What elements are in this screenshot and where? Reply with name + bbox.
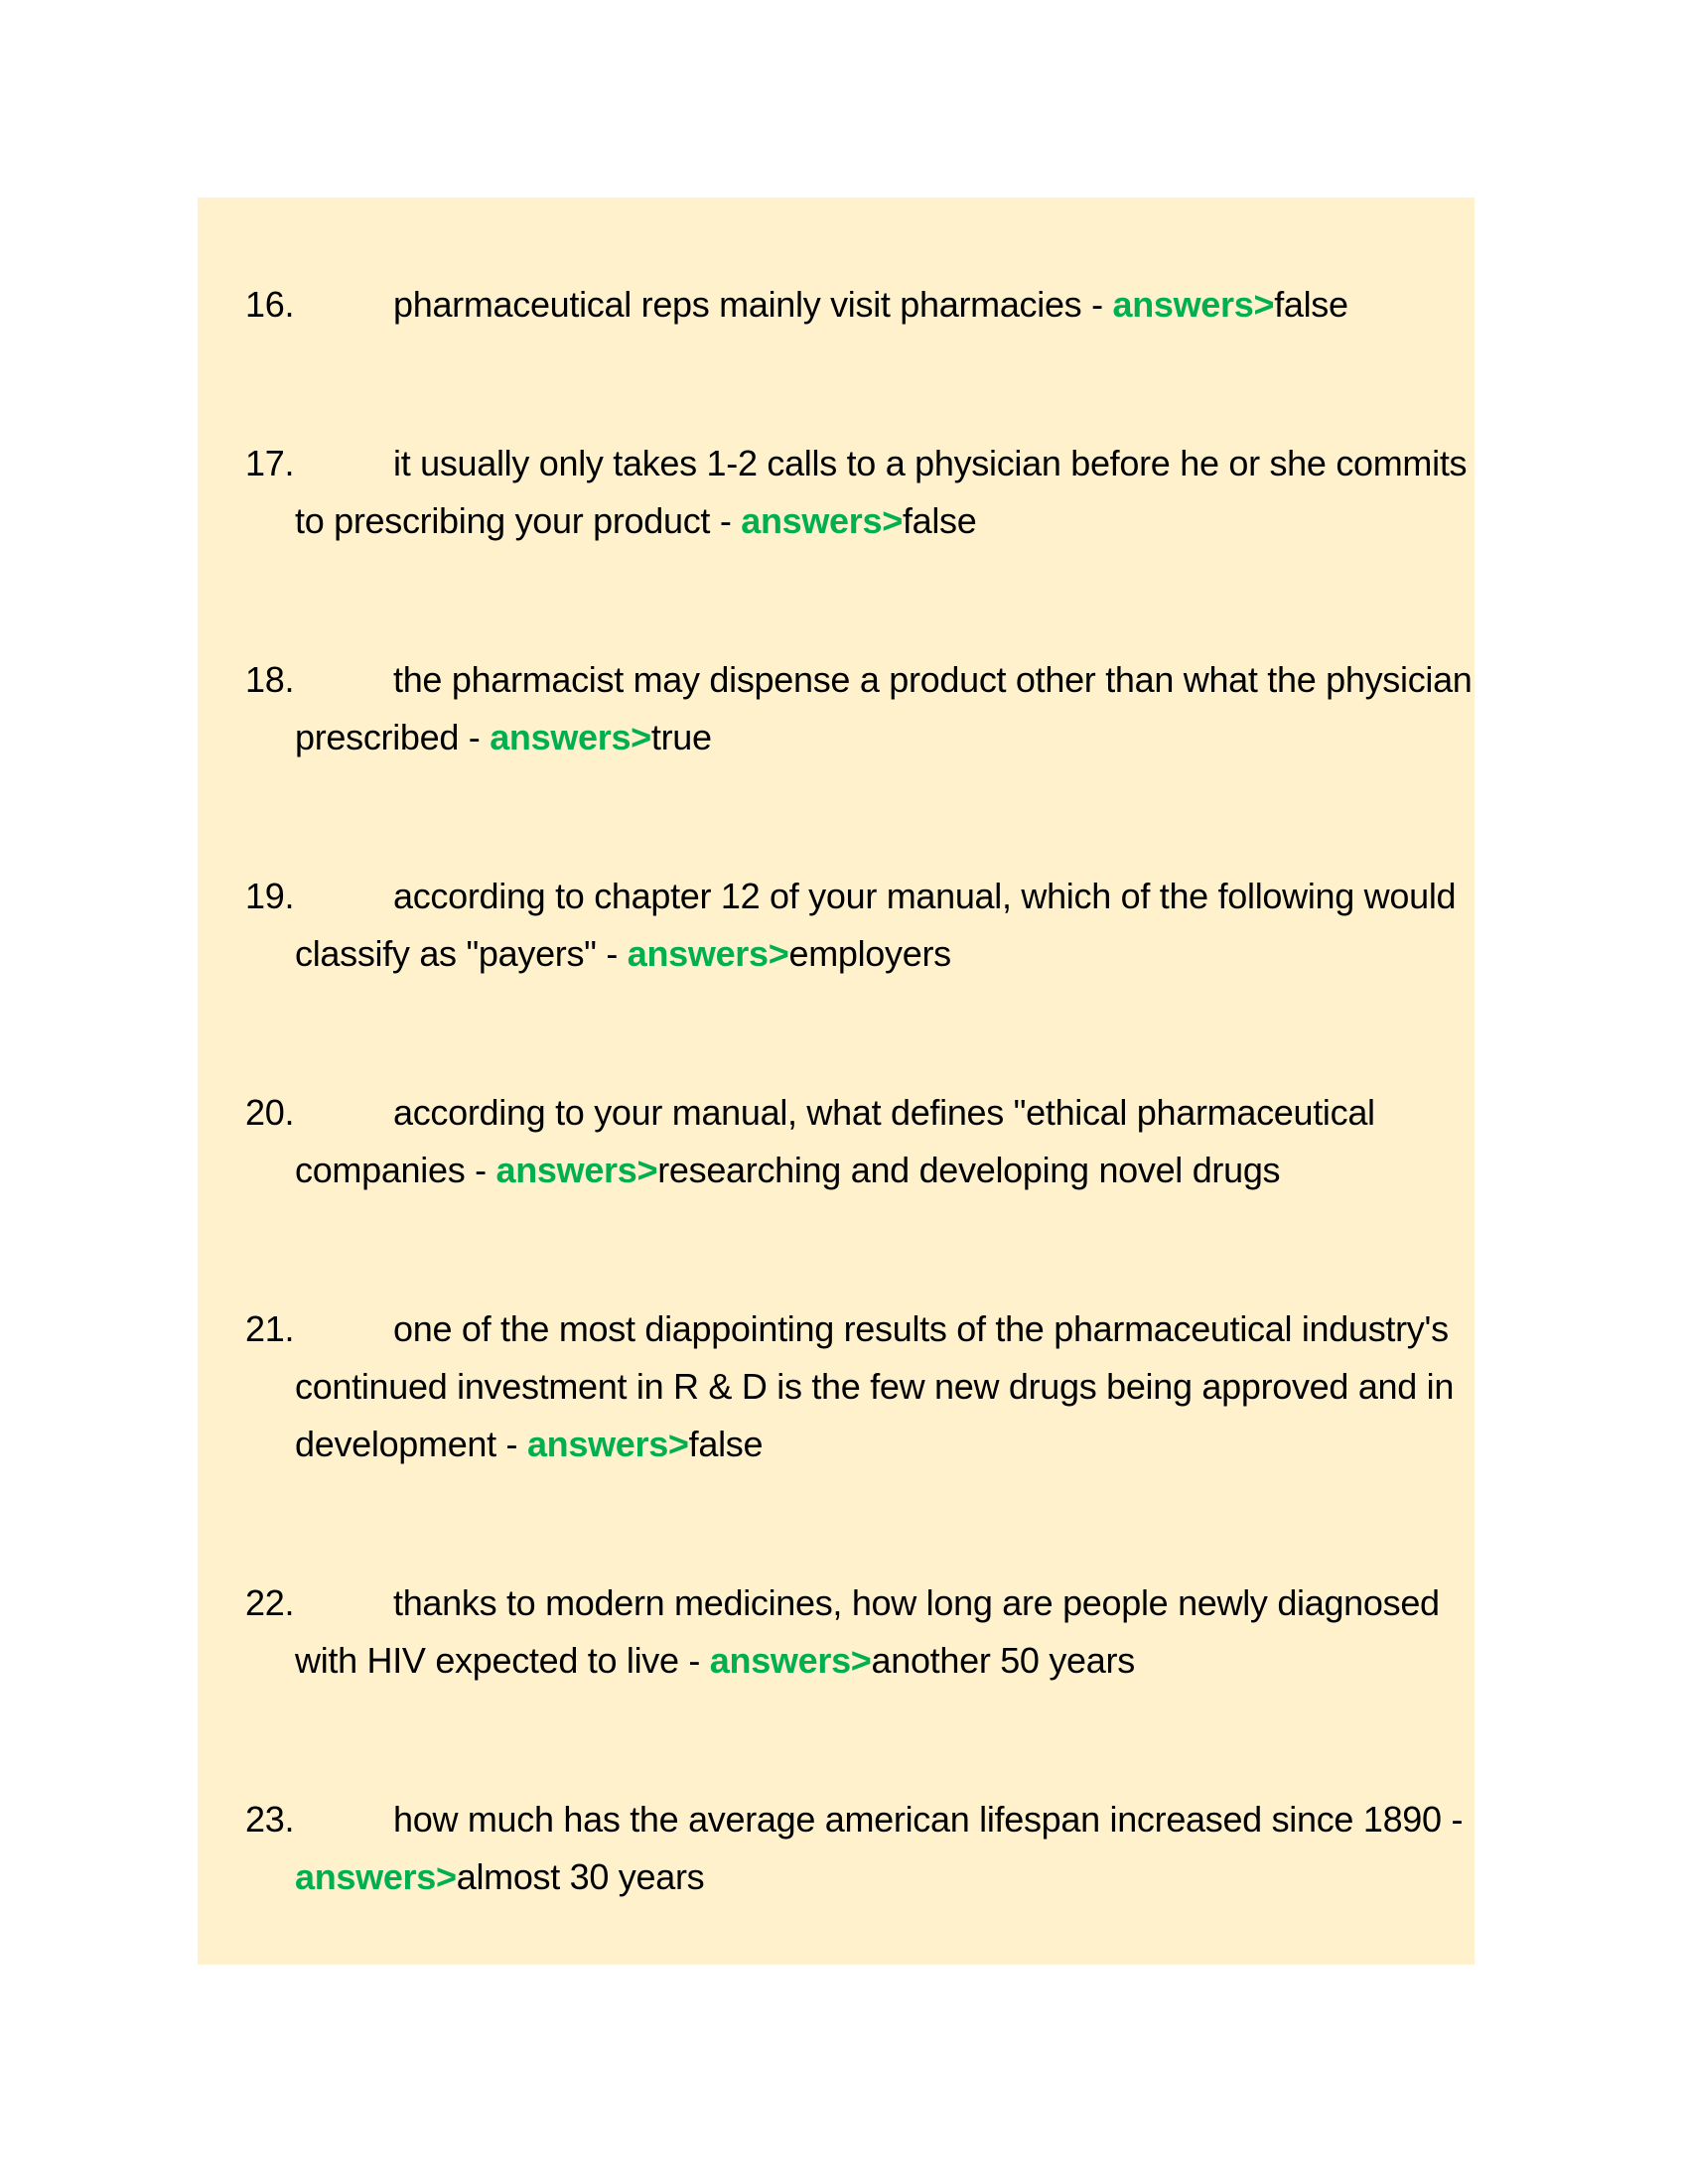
question-item — [245, 276, 1486, 334]
question-text: how much has the average american lifespan increased since 1890 - — [393, 1799, 1464, 1840]
answer-label: answers> — [526, 1424, 689, 1464]
question-number: 19. — [245, 876, 295, 916]
question-item — [245, 435, 1486, 550]
question-number: 22. — [245, 1582, 295, 1623]
answer-text: researching and developing novel drugs — [657, 1150, 1281, 1190]
question-item — [245, 1574, 1486, 1690]
question-item — [245, 1084, 1486, 1199]
answer-label: answers> — [741, 500, 903, 541]
question-text: the pharmacist may dispense a product other than what the physician prescribed - — [295, 659, 1473, 757]
answer-text: true — [650, 717, 712, 757]
answer-label: answers> — [709, 1640, 872, 1681]
question-number: 21. — [245, 1308, 295, 1349]
question-text: it usually only takes 1-2 calls to a physician before he or she commits to prescribing your product - — [295, 443, 1468, 541]
answer-text: employers — [788, 933, 951, 974]
question-number: 16. — [245, 284, 295, 325]
question-number: 20. — [245, 1092, 295, 1133]
answer-label: answers> — [627, 933, 789, 974]
answer-text: another 50 years — [871, 1640, 1135, 1681]
question-text: according to chapter 12 of your manual, which of the following would classify as "payers" - — [295, 876, 1457, 974]
question-item — [245, 651, 1486, 766]
question-text: thanks to modern medicines, how long are people newly diagnosed with HIV expected to live - — [295, 1582, 1440, 1681]
question-list — [245, 276, 1486, 2007]
answer-text: almost 30 years — [456, 1856, 705, 1897]
question-number: 17. — [245, 443, 295, 483]
answer-text: false — [688, 1424, 764, 1464]
answer-text: false — [1274, 284, 1348, 325]
question-text: pharmaceutical reps mainly visit pharmacies - — [393, 284, 1113, 325]
question-text: one of the most diappointing results of the pharmaceutical industry's continued investment in R & D is the few new drugs being approved and in development - — [295, 1308, 1455, 1464]
question-item — [245, 868, 1486, 983]
question-item — [245, 1791, 1486, 1906]
answer-label: answers> — [295, 1856, 457, 1897]
answer-label: answers> — [490, 717, 651, 757]
answer-text: false — [902, 500, 977, 541]
question-item — [245, 1300, 1486, 1473]
answer-label: answers> — [1112, 284, 1275, 325]
question-number: 18. — [245, 659, 295, 700]
answer-label: answers> — [495, 1150, 658, 1190]
question-number: 23. — [245, 1799, 295, 1840]
question-text: according to your manual, what defines "ethical pharmaceutical companies - — [295, 1092, 1375, 1190]
